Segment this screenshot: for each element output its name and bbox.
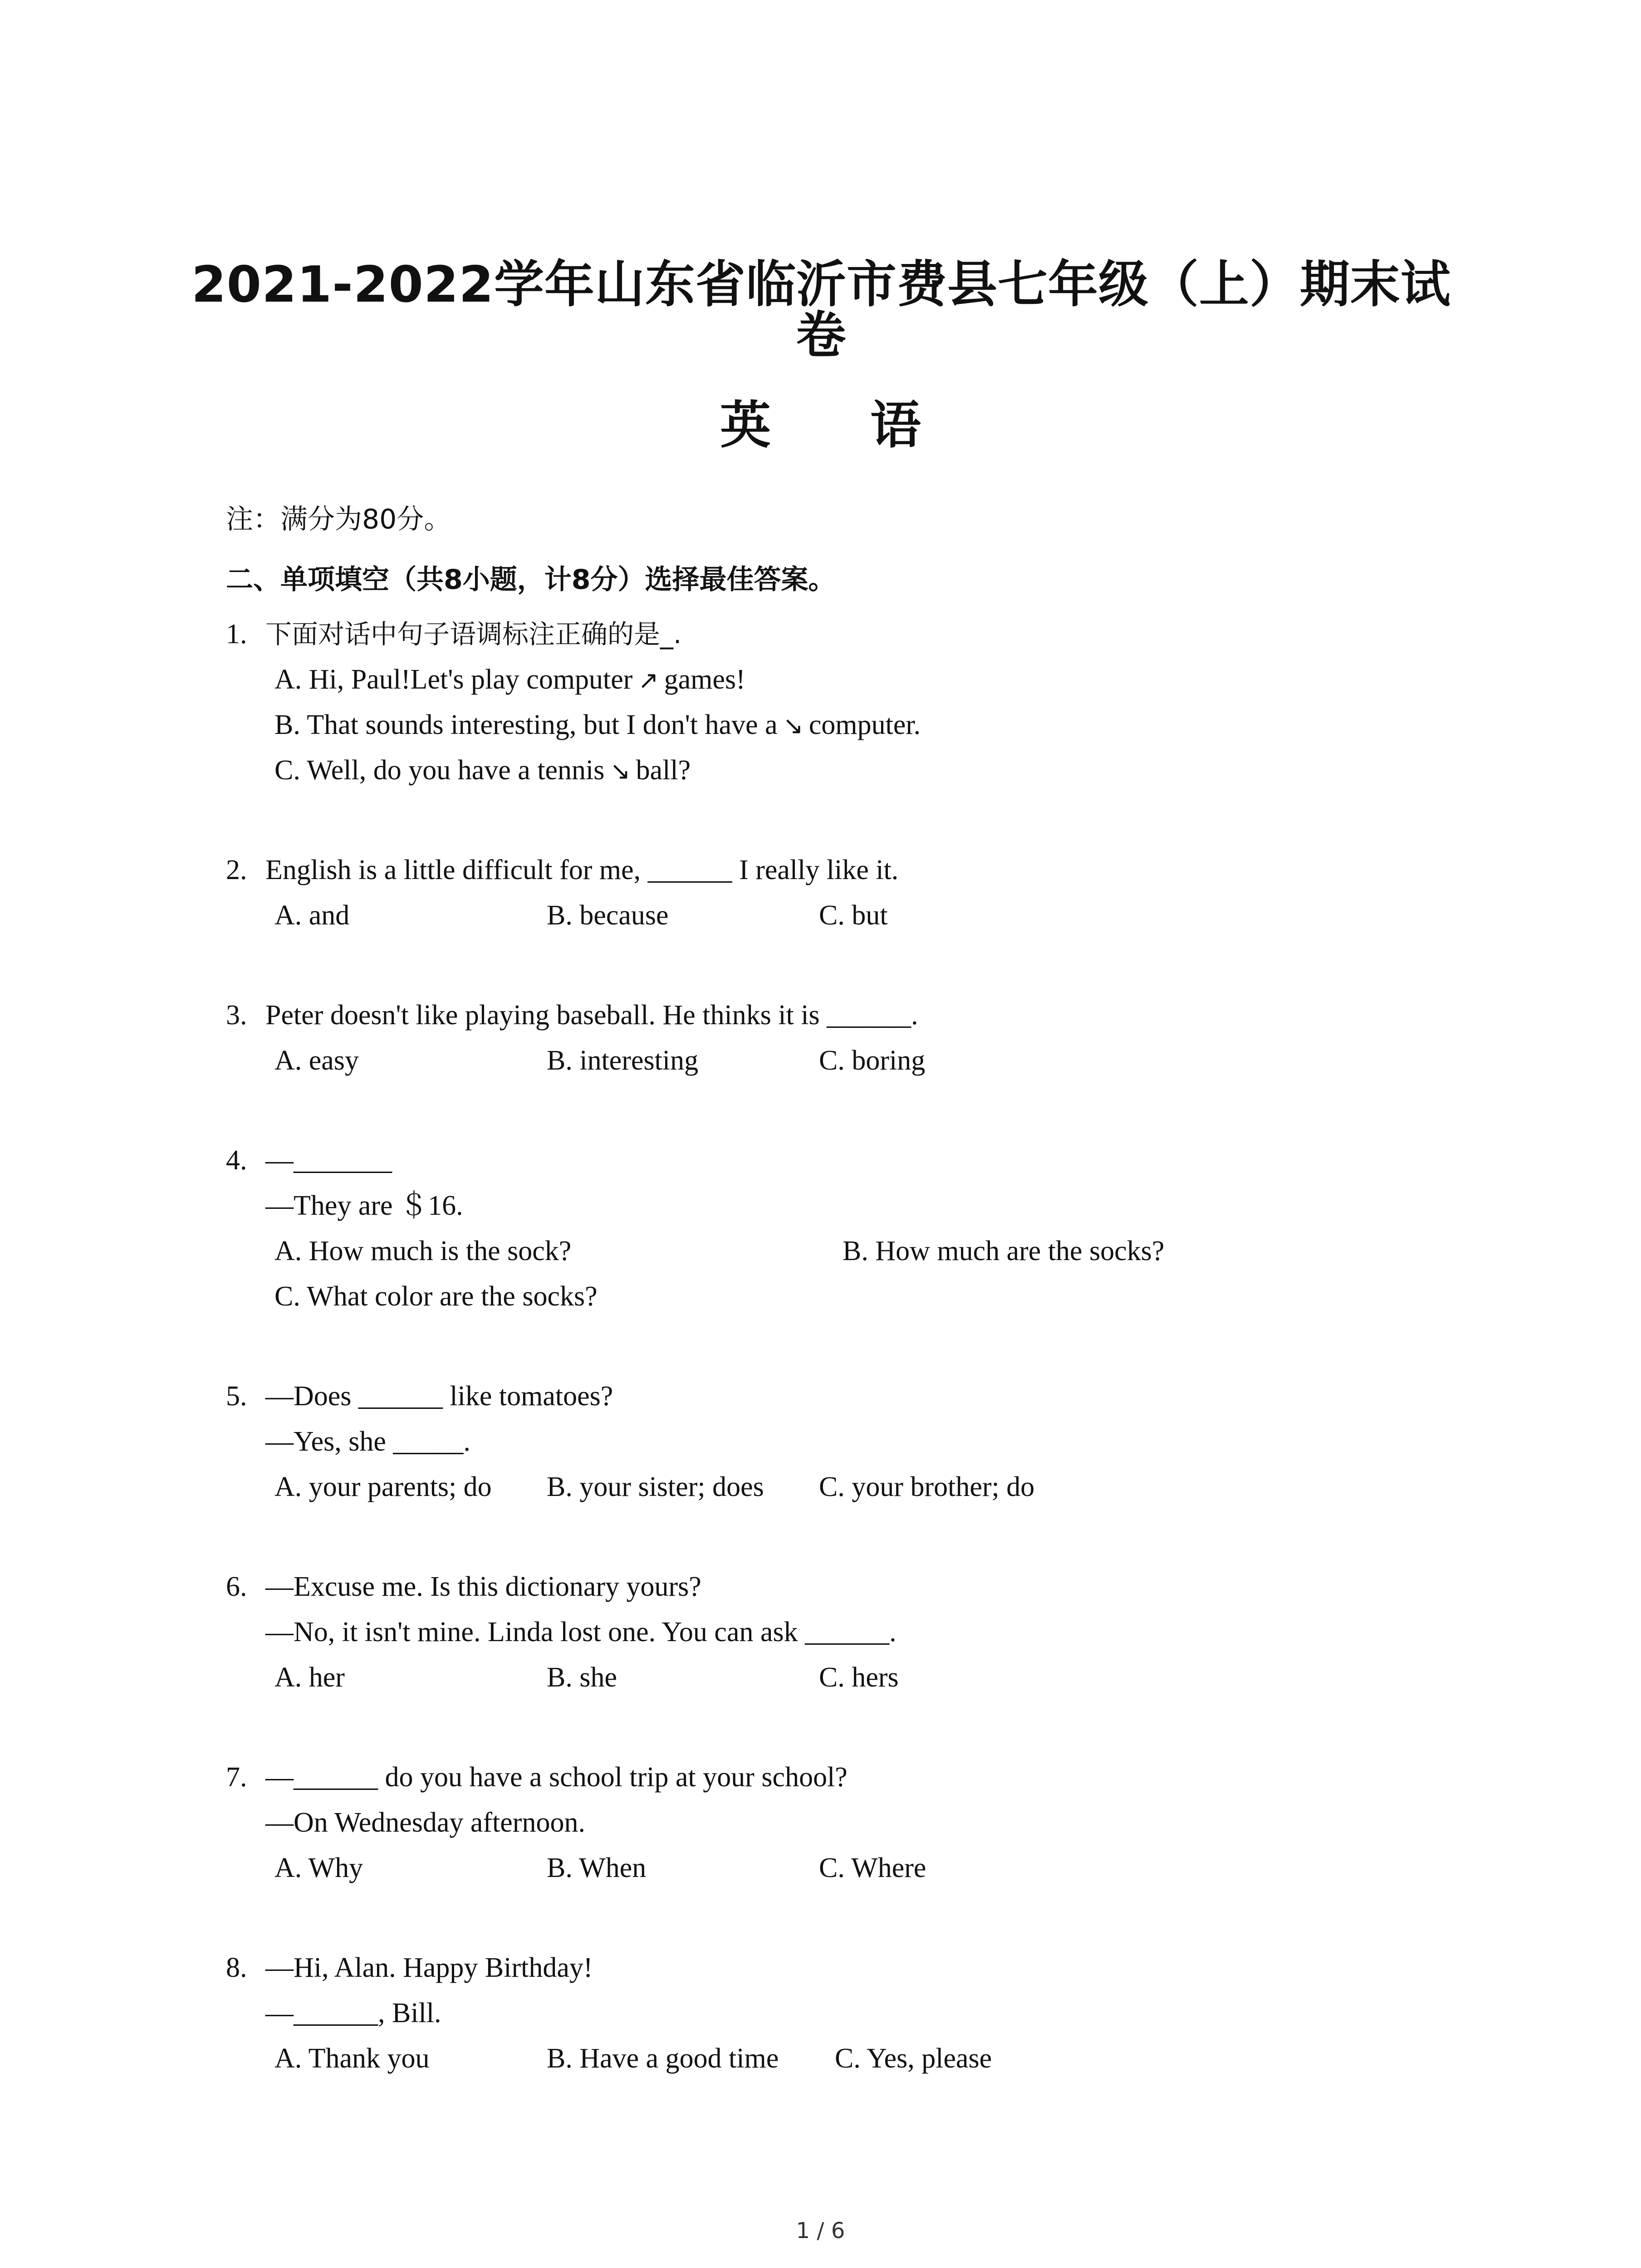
option-b: B. Have a good time: [547, 2043, 779, 2074]
question-stem: —Excuse me. Is this dictionary yours?: [265, 1571, 701, 1602]
page-number: 1 / 6: [796, 2218, 845, 2244]
question-response: —______, Bill.: [265, 1998, 441, 2028]
option-c: [274, 752, 691, 789]
question-number: 1.: [226, 619, 247, 650]
option-a: A. and: [274, 900, 350, 931]
option-a: A. easy: [274, 1045, 359, 1076]
option-b: B. interesting: [547, 1045, 699, 1076]
question-number: 5.: [226, 1381, 247, 1412]
option-b: B. your sister; does: [547, 1471, 764, 1502]
option-c: C. hers: [819, 1662, 899, 1693]
question-stem: Peter doesn't like playing baseball. He thinks it is ______.: [265, 1000, 918, 1031]
falling-arrow-icon: ↘: [783, 711, 803, 740]
question-number: 3.: [226, 1000, 247, 1031]
question-stem: English is a little difficult for me, ______ I really like it.: [265, 855, 899, 885]
question-response: —No, it isn't mine. Linda lost one. You can ask ______.: [265, 1617, 896, 1647]
falling-arrow-icon: ↘: [610, 757, 631, 785]
question-stem: —_______: [265, 1145, 392, 1176]
question-response: —Yes, she _____.: [265, 1426, 470, 1457]
question-stem: 下面对话中句子语调标注正确的是_.: [265, 619, 682, 650]
option-c: C. What color are the socks?: [274, 1281, 598, 1312]
exam-title-line2: 卷: [796, 306, 847, 364]
option-a: [274, 661, 745, 699]
question-stem: —Does ______ like tomatoes?: [265, 1381, 613, 1412]
option-c: C. but: [819, 900, 888, 931]
question-response: —They are ＄16.: [265, 1190, 463, 1221]
option-a-text-end: games!: [664, 664, 745, 695]
option-b-text: B. That sounds interesting, but I don't have a: [274, 709, 778, 740]
question-number: 7.: [226, 1762, 247, 1793]
question-number: 2.: [226, 855, 247, 885]
option-b: B. because: [547, 900, 669, 931]
option-c-text-end: ball?: [636, 755, 691, 786]
option-c: C. your brother; do: [819, 1471, 1035, 1502]
option-a: A. Thank you: [274, 2043, 430, 2074]
option-c: C. Yes, please: [835, 2043, 992, 2074]
option-a: A. Why: [274, 1853, 363, 1883]
score-note: 注：满分为80分。: [226, 503, 451, 535]
question-number: 8.: [226, 1952, 247, 1983]
option-b: B. How much are the socks?: [843, 1236, 1165, 1266]
option-c: C. boring: [819, 1045, 926, 1076]
option-b: [274, 707, 921, 744]
option-c-text: C. Well, do you have a tennis: [274, 755, 605, 786]
option-b: B. she: [547, 1662, 617, 1693]
question-stem: —______ do you have a school trip at your school?: [265, 1762, 847, 1793]
section-title: 二、单项填空（共8小题，计8分）选择最佳答案。: [226, 564, 836, 596]
option-a: A. your parents; do: [274, 1471, 492, 1502]
subject-heading: 英 语: [720, 396, 962, 455]
option-c: C. Where: [819, 1853, 926, 1883]
question-number: 4.: [226, 1145, 247, 1176]
option-b: B. When: [547, 1853, 647, 1883]
option-a: A. How much is the sock?: [274, 1236, 572, 1266]
question-response: —On Wednesday afternoon.: [265, 1807, 585, 1838]
option-b-text-end: computer.: [808, 709, 921, 740]
option-a: A. her: [274, 1662, 345, 1693]
exam-title-line1: 2021-2022学年山东省临沂市费县七年级（上）期末试: [191, 255, 1451, 313]
rising-arrow-icon: ↗: [638, 666, 659, 694]
question-number: 6.: [226, 1571, 247, 1602]
question-stem: —Hi, Alan. Happy Birthday!: [265, 1952, 593, 1983]
option-a-text: A. Hi, Paul!Let's play computer: [274, 664, 633, 695]
